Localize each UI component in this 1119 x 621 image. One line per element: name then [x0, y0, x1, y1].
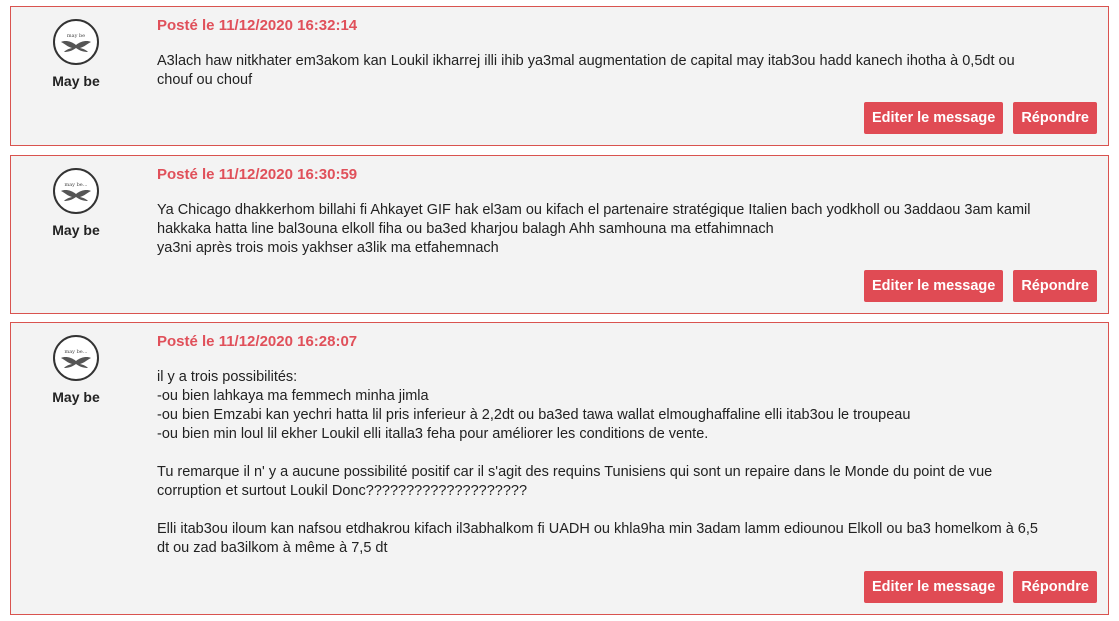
edit-message-button[interactable]: Editer le message — [864, 270, 1003, 302]
message-line: ya3ni après trois mois yakhser a3lik ma etfahemnach — [157, 240, 499, 256]
avatar[interactable] — [53, 335, 99, 381]
avatar[interactable] — [53, 19, 99, 65]
edit-message-button[interactable]: Editer le message — [864, 102, 1003, 134]
message-line: il y a trois possibilités: — [157, 369, 298, 385]
message-line: A3lach haw nitkhater em3akom kan Loukil ikharrej illi ihib ya3mal augmentation de capital may itab3ou hadd kanech ihotha à 0,5dt ou — [157, 53, 1015, 69]
post — [10, 6, 1109, 146]
reply-button[interactable]: Répondre — [1013, 571, 1097, 603]
post-content — [157, 166, 1094, 258]
post-actions — [864, 571, 1097, 603]
post-author — [11, 168, 141, 238]
message-line: -ou bien min loul lil ekher Loukil elli italla3 feha pour améliorer les conditions de vente. — [157, 426, 709, 442]
post — [10, 322, 1109, 615]
post — [10, 155, 1109, 314]
message-line — [157, 444, 1094, 463]
wings-logo-icon — [57, 339, 95, 377]
post-content — [157, 333, 1094, 558]
message-line: -ou bien lahkaya ma femmech minha jimla — [157, 388, 429, 404]
message-line: Ya Chicago dhakkerhom billahi fi Ahkayet GIF hak el3am ou kifach el partenaire stratégique Italien bach yodkholl ou 3addaou 3am kamil — [157, 202, 1031, 218]
author-name[interactable]: May be — [52, 73, 100, 89]
post-actions — [864, 270, 1097, 302]
author-name[interactable]: May be — [52, 222, 100, 238]
post-date: Posté le 11/12/2020 16:32:14 — [157, 17, 358, 34]
svg-text:may be...: may be... — [64, 182, 88, 188]
post-date: Posté le 11/12/2020 16:30:59 — [157, 166, 358, 183]
post-actions — [864, 102, 1097, 134]
author-name[interactable]: May be — [52, 389, 100, 405]
post-content — [157, 17, 1094, 90]
post-author — [11, 335, 141, 405]
message-line: chouf ou chouf — [157, 72, 253, 88]
reply-button[interactable]: Répondre — [1013, 102, 1097, 134]
message-line: Elli itab3ou iloum kan nafsou etdhakrou kifach il3abhalkom fi UADH ou khla9ha min 3adam lamm ediounou Elkoll ou ba3 homelkom à 6,5 — [157, 521, 1038, 537]
message-line: hakkaka hatta line bal3ouna elkoll fiha ou ba3ed kharjou balagh Ahh samhouna ma etfahimnach — [157, 221, 774, 237]
message-line: dt ou zad ba3ilkom à même à 7,5 dt — [157, 540, 388, 556]
edit-message-button[interactable]: Editer le message — [864, 571, 1003, 603]
post-date: Posté le 11/12/2020 16:28:07 — [157, 333, 358, 350]
wings-logo-icon — [57, 172, 95, 210]
avatar[interactable] — [53, 168, 99, 214]
svg-text:may be...: may be... — [64, 349, 88, 355]
svg-text:may be: may be — [66, 33, 86, 39]
post-author — [11, 19, 141, 89]
message-line — [157, 501, 1094, 520]
message-line: -ou bien Emzabi kan yechri hatta lil pris inferieur à 2,2dt ou ba3ed tawa wallat elmoughaffaline elli itab3ou le troupeau — [157, 407, 911, 423]
wings-logo-icon — [57, 23, 95, 61]
message-line: corruption et surtout Loukil Donc???????????????????? — [157, 483, 528, 499]
reply-button[interactable]: Répondre — [1013, 270, 1097, 302]
message-line: Tu remarque il n' y a aucune possibilité positif car il s'agit des requins Tunisiens qui sont un repaire dans le Monde du point de vue — [157, 464, 993, 480]
